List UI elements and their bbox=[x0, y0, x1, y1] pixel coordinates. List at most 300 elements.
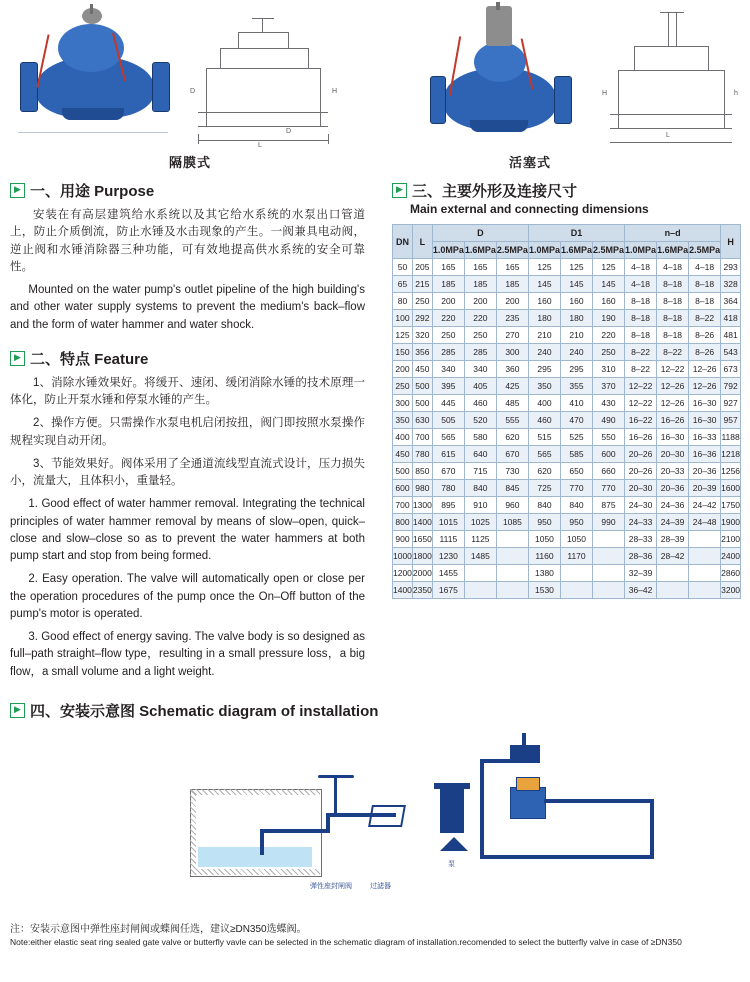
cell-nd-25: 4–18 bbox=[689, 259, 721, 276]
cell-nd-10: 16–22 bbox=[625, 412, 657, 429]
label-pump: 泵 bbox=[448, 861, 455, 868]
cell-d1-16: 410 bbox=[560, 395, 592, 412]
table-row bbox=[393, 497, 741, 514]
cell-nd-10: 8–18 bbox=[625, 293, 657, 310]
dimensions-table-head bbox=[393, 225, 741, 259]
schematic-section bbox=[10, 700, 745, 947]
feature-p2-en: 2. Easy operation. The valve will automatically open or close per the operation procedures of the pump once the On–Off button of the pump's motor is operated. bbox=[10, 573, 365, 620]
feature-p1-cn: 1、消除水锤效果好。将缓开、速闭、缓闭消除水锤的技术原理一体化，防止开泵水锤和停泵水锤的产生。 bbox=[10, 376, 365, 406]
cell-d1-16: 770 bbox=[560, 480, 592, 497]
cell-nd-25: 12–26 bbox=[689, 361, 721, 378]
section-feature-header bbox=[10, 348, 365, 369]
cell-dn: 200 bbox=[393, 361, 413, 378]
cell-d-25: 425 bbox=[496, 378, 528, 395]
cell-nd-25 bbox=[689, 565, 721, 582]
cell-d1-16 bbox=[560, 565, 592, 582]
cell-nd-16: 8–22 bbox=[657, 344, 689, 361]
cell-d1-16: 145 bbox=[560, 276, 592, 293]
cell-d1-16: 950 bbox=[560, 514, 592, 531]
dimensions-table-body bbox=[393, 259, 741, 599]
cell-d-16: 580 bbox=[464, 429, 496, 446]
cell-d-16: 1125 bbox=[464, 531, 496, 548]
cell-nd-10: 8–18 bbox=[625, 327, 657, 344]
cell-nd-16 bbox=[657, 582, 689, 599]
cell-l: 2000 bbox=[412, 565, 432, 582]
cell-h: 364 bbox=[721, 293, 741, 310]
cell-d-16: 1025 bbox=[464, 514, 496, 531]
cell-d1-25: 125 bbox=[593, 259, 625, 276]
table-row bbox=[393, 293, 741, 310]
cell-l: 630 bbox=[412, 412, 432, 429]
cell-d1-25 bbox=[593, 582, 625, 599]
cell-d-16: 285 bbox=[464, 344, 496, 361]
cell-nd-16: 16–26 bbox=[657, 412, 689, 429]
cell-d1-25: 190 bbox=[593, 310, 625, 327]
schematic-note-cn: 注：安装示意图中弹性座封闸阀或蝶阀任选，建议≥DN350选蝶阀。 bbox=[10, 924, 307, 935]
cell-d1-10: 125 bbox=[528, 259, 560, 276]
pump-body bbox=[440, 789, 464, 833]
table-row bbox=[393, 378, 741, 395]
cell-nd-25: 24–42 bbox=[689, 497, 721, 514]
cell-nd-10: 28–33 bbox=[625, 531, 657, 548]
th-d-25: 2.5MPa bbox=[496, 242, 528, 259]
product-images-area bbox=[0, 0, 750, 170]
cell-d1-10: 1050 bbox=[528, 531, 560, 548]
piston-valve-photo bbox=[430, 2, 580, 152]
cell-d-10: 1455 bbox=[432, 565, 464, 582]
pump-base-triangle bbox=[440, 837, 468, 851]
cell-h: 543 bbox=[721, 344, 741, 361]
cell-d1-16: 355 bbox=[560, 378, 592, 395]
th-d1-16: 1.6MPa bbox=[560, 242, 592, 259]
cell-dn: 450 bbox=[393, 446, 413, 463]
cell-d-25 bbox=[496, 582, 528, 599]
cell-nd-10: 20–30 bbox=[625, 480, 657, 497]
cell-dn: 50 bbox=[393, 259, 413, 276]
table-row bbox=[393, 480, 741, 497]
table-row bbox=[393, 565, 741, 582]
cell-l: 500 bbox=[412, 378, 432, 395]
th-d1: D1 bbox=[528, 225, 624, 242]
cell-d1-16: 125 bbox=[560, 259, 592, 276]
table-row bbox=[393, 582, 741, 599]
table-row bbox=[393, 344, 741, 361]
cell-d1-16 bbox=[560, 582, 592, 599]
cell-d1-10: 350 bbox=[528, 378, 560, 395]
cell-d1-10: 1530 bbox=[528, 582, 560, 599]
section-feature-title: 二、特点 Feature bbox=[30, 350, 149, 368]
cell-d1-16: 180 bbox=[560, 310, 592, 327]
feature-p3-en: 3. Good effect of energy saving. The valve body is so designed as full–path straight–flow type，resulting in a small pressure loss，a big flow，a small volume and a light weight. bbox=[10, 631, 365, 678]
purpose-paragraph-en: Mounted on the water pump's outlet pipeline of the high building's and other water supply systems to prevent the medium's back–flow and the form of water hammer and water shock. bbox=[10, 284, 365, 331]
cell-d1-25 bbox=[593, 548, 625, 565]
section-marker-icon: ▶ bbox=[392, 183, 407, 198]
cell-l: 780 bbox=[412, 446, 432, 463]
cell-d1-25: 875 bbox=[593, 497, 625, 514]
cell-d-10: 445 bbox=[432, 395, 464, 412]
cell-d-25: 165 bbox=[496, 259, 528, 276]
cell-nd-16: 20–33 bbox=[657, 463, 689, 480]
section-dimensions-header bbox=[392, 180, 742, 201]
cell-nd-10: 4–18 bbox=[625, 276, 657, 293]
cell-l: 2350 bbox=[412, 582, 432, 599]
cell-d1-10: 515 bbox=[528, 429, 560, 446]
th-d-10: 1.0MPa bbox=[432, 242, 464, 259]
cell-d1-25 bbox=[593, 531, 625, 548]
cell-d-10: 565 bbox=[432, 429, 464, 446]
cell-d1-16: 240 bbox=[560, 344, 592, 361]
cell-dn: 900 bbox=[393, 531, 413, 548]
cell-d-16: 715 bbox=[464, 463, 496, 480]
section-purpose-title: 一、用途 Purpose bbox=[30, 183, 155, 200]
pump-top bbox=[434, 783, 470, 789]
cell-d1-10: 145 bbox=[528, 276, 560, 293]
section-dimensions-title: 三、主要外形及连接尺寸 bbox=[412, 183, 578, 200]
cell-d-16: 460 bbox=[464, 395, 496, 412]
cell-d1-16: 525 bbox=[560, 429, 592, 446]
cell-d1-10: 725 bbox=[528, 480, 560, 497]
cell-h: 673 bbox=[721, 361, 741, 378]
cell-d1-10: 160 bbox=[528, 293, 560, 310]
cell-nd-10: 16–26 bbox=[625, 429, 657, 446]
cell-nd-16: 20–36 bbox=[657, 480, 689, 497]
section-marker-icon: ▶ bbox=[10, 351, 25, 366]
th-nd-10: 1.0MPa bbox=[625, 242, 657, 259]
discharge-elbow bbox=[480, 759, 484, 783]
cell-l: 1300 bbox=[412, 497, 432, 514]
table-sub-header-row bbox=[393, 242, 741, 259]
cell-l: 215 bbox=[412, 276, 432, 293]
cell-nd-16: 24–36 bbox=[657, 497, 689, 514]
cell-dn: 700 bbox=[393, 497, 413, 514]
cell-h: 481 bbox=[721, 327, 741, 344]
cell-nd-25 bbox=[689, 531, 721, 548]
th-d1-25: 2.5MPa bbox=[593, 242, 625, 259]
th-nd: n–d bbox=[625, 225, 721, 242]
cell-d-16 bbox=[464, 565, 496, 582]
cell-d-25 bbox=[496, 531, 528, 548]
feature-p3-cn: 3、节能效果好。阀体采用了全通道流线型直流式设计，压力损失小，流量大，且体积小，重量轻。 bbox=[10, 457, 365, 487]
table-row bbox=[393, 463, 741, 480]
cell-d-25: 670 bbox=[496, 446, 528, 463]
cell-dn: 100 bbox=[393, 310, 413, 327]
cell-l: 500 bbox=[412, 395, 432, 412]
table-row bbox=[393, 446, 741, 463]
cell-d-16: 165 bbox=[464, 259, 496, 276]
cell-nd-10: 20–26 bbox=[625, 446, 657, 463]
cell-d1-25: 550 bbox=[593, 429, 625, 446]
cell-nd-25: 8–18 bbox=[689, 276, 721, 293]
multifunction-valve-actuator bbox=[516, 777, 540, 791]
table-row bbox=[393, 276, 741, 293]
cell-h: 1750 bbox=[721, 497, 741, 514]
cell-d1-10: 295 bbox=[528, 361, 560, 378]
cell-d-10: 1015 bbox=[432, 514, 464, 531]
gate-valve-handwheel bbox=[318, 775, 354, 778]
cell-h: 1218 bbox=[721, 446, 741, 463]
cell-d1-25: 250 bbox=[593, 344, 625, 361]
reservoir-hatch-left bbox=[190, 789, 196, 875]
table-row bbox=[393, 531, 741, 548]
cell-d1-10: 840 bbox=[528, 497, 560, 514]
cell-d-16: 200 bbox=[464, 293, 496, 310]
cell-d-25: 960 bbox=[496, 497, 528, 514]
cell-d-25: 730 bbox=[496, 463, 528, 480]
cell-nd-10: 28–36 bbox=[625, 548, 657, 565]
cell-l: 450 bbox=[412, 361, 432, 378]
cell-d-25: 300 bbox=[496, 344, 528, 361]
cell-h: 328 bbox=[721, 276, 741, 293]
cell-l: 356 bbox=[412, 344, 432, 361]
section-purpose-header bbox=[10, 180, 365, 201]
cell-dn: 600 bbox=[393, 480, 413, 497]
cell-d-16: 1485 bbox=[464, 548, 496, 565]
cell-d-16: 250 bbox=[464, 327, 496, 344]
cell-l: 980 bbox=[412, 480, 432, 497]
cell-d-10: 670 bbox=[432, 463, 464, 480]
cell-d1-16: 650 bbox=[560, 463, 592, 480]
cell-h: 3200 bbox=[721, 582, 741, 599]
cell-d1-10: 950 bbox=[528, 514, 560, 531]
cell-nd-10: 8–18 bbox=[625, 310, 657, 327]
cell-d-10: 1115 bbox=[432, 531, 464, 548]
cell-d-16: 220 bbox=[464, 310, 496, 327]
cell-d-10: 780 bbox=[432, 480, 464, 497]
th-nd-25: 2.5MPa bbox=[689, 242, 721, 259]
cell-d-16: 840 bbox=[464, 480, 496, 497]
cell-nd-16: 16–30 bbox=[657, 429, 689, 446]
cell-h: 1188 bbox=[721, 429, 741, 446]
water-level bbox=[198, 847, 312, 867]
cell-nd-10: 12–22 bbox=[625, 395, 657, 412]
cell-nd-25 bbox=[689, 548, 721, 565]
cell-d1-10: 620 bbox=[528, 463, 560, 480]
cell-d-25: 360 bbox=[496, 361, 528, 378]
cell-d1-25 bbox=[593, 565, 625, 582]
cell-nd-10: 4–18 bbox=[625, 259, 657, 276]
cell-d-25: 555 bbox=[496, 412, 528, 429]
th-dn: DN bbox=[393, 225, 413, 259]
cell-d1-16: 840 bbox=[560, 497, 592, 514]
cell-nd-10: 24–33 bbox=[625, 514, 657, 531]
purpose-paragraph-cn: 安装在有高层建筑给水系统以及其它给水系统的水泵出口管道上，防止介质倒流，防止水锤及水击现象的产生。一阀兼具电动阀，逆止阀和水锤消除器三种功能，可有效地提高供水系统的安全可靠性。 bbox=[10, 209, 365, 273]
suction-pipe-horizontal bbox=[260, 829, 330, 833]
cell-d-16: 910 bbox=[464, 497, 496, 514]
cell-d1-25: 310 bbox=[593, 361, 625, 378]
cell-d1-16: 295 bbox=[560, 361, 592, 378]
cell-l: 1800 bbox=[412, 548, 432, 565]
cell-nd-25: 12–26 bbox=[689, 378, 721, 395]
cell-h: 1900 bbox=[721, 514, 741, 531]
cell-d-10: 1675 bbox=[432, 582, 464, 599]
outlet-downpipe bbox=[650, 799, 654, 859]
cell-d-16: 340 bbox=[464, 361, 496, 378]
cell-nd-16: 24–39 bbox=[657, 514, 689, 531]
cell-d-10: 895 bbox=[432, 497, 464, 514]
cell-nd-25: 8–26 bbox=[689, 344, 721, 361]
th-nd-16: 1.6MPa bbox=[657, 242, 689, 259]
cell-d1-25: 600 bbox=[593, 446, 625, 463]
outlet-pipe bbox=[544, 799, 654, 803]
cell-d-10: 1230 bbox=[432, 548, 464, 565]
cell-d1-10: 240 bbox=[528, 344, 560, 361]
cell-nd-16: 8–18 bbox=[657, 293, 689, 310]
cell-d1-25: 660 bbox=[593, 463, 625, 480]
cell-d1-10: 180 bbox=[528, 310, 560, 327]
dimensions-table bbox=[392, 224, 741, 599]
cell-nd-16: 4–18 bbox=[657, 259, 689, 276]
section-schematic-header bbox=[10, 700, 745, 721]
feature-p2-cn: 2、操作方便。只需操作水泵电机启闭按扭，阀门即按照水泵操作规程实现自动开闭。 bbox=[10, 417, 365, 447]
cell-nd-16: 28–42 bbox=[657, 548, 689, 565]
cell-d1-25: 990 bbox=[593, 514, 625, 531]
cell-d1-16: 585 bbox=[560, 446, 592, 463]
cell-d-25: 185 bbox=[496, 276, 528, 293]
table-row bbox=[393, 259, 741, 276]
cell-d-25: 1085 bbox=[496, 514, 528, 531]
table-row bbox=[393, 429, 741, 446]
cell-nd-10: 36–42 bbox=[625, 582, 657, 599]
section-dimensions-subtitle: Main external and connecting dimensions bbox=[410, 202, 649, 216]
cell-d-16 bbox=[464, 582, 496, 599]
section-schematic-title: 四、安装示意图 Schematic diagram of installation bbox=[30, 703, 379, 720]
table-row bbox=[393, 412, 741, 429]
cell-dn: 80 bbox=[393, 293, 413, 310]
th-d: D bbox=[432, 225, 528, 242]
discharge-riser bbox=[480, 781, 484, 841]
cell-nd-10: 24–30 bbox=[625, 497, 657, 514]
multifunction-valve-body bbox=[510, 787, 546, 819]
cell-l: 1650 bbox=[412, 531, 432, 548]
cell-h: 293 bbox=[721, 259, 741, 276]
cell-nd-16 bbox=[657, 565, 689, 582]
cell-h: 418 bbox=[721, 310, 741, 327]
cell-d1-10: 460 bbox=[528, 412, 560, 429]
table-row bbox=[393, 327, 741, 344]
cell-d1-25: 490 bbox=[593, 412, 625, 429]
cell-d-10: 340 bbox=[432, 361, 464, 378]
right-column bbox=[392, 180, 742, 599]
cell-d1-25: 145 bbox=[593, 276, 625, 293]
label-strainer: 过滤器 bbox=[370, 883, 391, 890]
cell-d-25: 845 bbox=[496, 480, 528, 497]
cell-nd-25: 20–39 bbox=[689, 480, 721, 497]
cell-nd-25: 8–26 bbox=[689, 327, 721, 344]
diaphragm-valve-drawing: L D H D bbox=[190, 8, 340, 148]
cell-nd-25: 24–48 bbox=[689, 514, 721, 531]
cell-d-10: 505 bbox=[432, 412, 464, 429]
cell-h: 2100 bbox=[721, 531, 741, 548]
table-row bbox=[393, 395, 741, 412]
cell-dn: 350 bbox=[393, 412, 413, 429]
feature-p1-en: 1. Good effect of water hammer removal. Integrating the technical principles of water hammer removal by means of slow–open, quick–close and slow–close so as to prevent the water hammers at both pump start and stop from being formed. bbox=[10, 498, 365, 562]
table-group-header-row bbox=[393, 225, 741, 242]
control-valve-top bbox=[510, 745, 540, 761]
cell-h: 927 bbox=[721, 395, 741, 412]
cell-h: 2400 bbox=[721, 548, 741, 565]
cell-nd-25: 20–36 bbox=[689, 463, 721, 480]
cell-nd-25 bbox=[689, 582, 721, 599]
th-h: H bbox=[721, 225, 741, 259]
cell-nd-16: 8–18 bbox=[657, 276, 689, 293]
cell-d-25: 235 bbox=[496, 310, 528, 327]
cell-nd-25: 8–18 bbox=[689, 293, 721, 310]
th-l: L bbox=[412, 225, 432, 259]
cell-d1-10: 210 bbox=[528, 327, 560, 344]
cell-d-25 bbox=[496, 565, 528, 582]
cell-nd-16: 20–30 bbox=[657, 446, 689, 463]
cell-nd-10: 12–22 bbox=[625, 378, 657, 395]
cell-d-10: 395 bbox=[432, 378, 464, 395]
cell-nd-16: 8–18 bbox=[657, 327, 689, 344]
cell-dn: 65 bbox=[393, 276, 413, 293]
cell-d-10: 165 bbox=[432, 259, 464, 276]
cell-nd-16: 28–39 bbox=[657, 531, 689, 548]
cell-d1-10: 1160 bbox=[528, 548, 560, 565]
cell-d-10: 285 bbox=[432, 344, 464, 361]
control-valve-stem bbox=[522, 733, 526, 745]
cell-dn: 150 bbox=[393, 344, 413, 361]
cell-d-16: 185 bbox=[464, 276, 496, 293]
cell-nd-25: 16–33 bbox=[689, 429, 721, 446]
return-riser bbox=[480, 841, 484, 857]
th-d-16: 1.6MPa bbox=[464, 242, 496, 259]
reservoir-hatch-bottom bbox=[190, 869, 320, 875]
cell-l: 1400 bbox=[412, 514, 432, 531]
cell-nd-10: 8–22 bbox=[625, 361, 657, 378]
section-marker-icon: ▶ bbox=[10, 703, 25, 718]
cell-h: 1256 bbox=[721, 463, 741, 480]
cell-l: 250 bbox=[412, 293, 432, 310]
cell-nd-10: 20–26 bbox=[625, 463, 657, 480]
gate-valve-stem bbox=[334, 777, 337, 813]
cell-nd-25: 16–30 bbox=[689, 412, 721, 429]
cell-d1-16: 1050 bbox=[560, 531, 592, 548]
cell-d1-10: 565 bbox=[528, 446, 560, 463]
cell-l: 700 bbox=[412, 429, 432, 446]
cell-nd-16: 12–22 bbox=[657, 361, 689, 378]
cell-h: 957 bbox=[721, 412, 741, 429]
cell-d1-10: 400 bbox=[528, 395, 560, 412]
cell-nd-16: 12–26 bbox=[657, 378, 689, 395]
cell-d-10: 220 bbox=[432, 310, 464, 327]
cell-d1-16: 470 bbox=[560, 412, 592, 429]
return-line bbox=[480, 855, 654, 859]
schematic-note-en: Note:either elastic seat ring sealed gate valve or butterfly vavle can be selected in the schematic diagram of installation.recomended to select the butterfly valve in case of ≥DN350 bbox=[10, 937, 682, 947]
table-row bbox=[393, 548, 741, 565]
strainer-body bbox=[368, 805, 406, 827]
cell-l: 850 bbox=[412, 463, 432, 480]
cell-h: 2860 bbox=[721, 565, 741, 582]
diaphragm-valve-photo bbox=[18, 4, 178, 144]
cell-nd-16: 12–26 bbox=[657, 395, 689, 412]
cell-nd-10: 8–22 bbox=[625, 344, 657, 361]
cell-l: 205 bbox=[412, 259, 432, 276]
cell-nd-25: 8–22 bbox=[689, 310, 721, 327]
cell-d-25: 200 bbox=[496, 293, 528, 310]
cell-d1-16: 1170 bbox=[560, 548, 592, 565]
piston-valve-drawing: L H h bbox=[600, 6, 740, 148]
reservoir-hatch-top bbox=[190, 789, 320, 795]
cell-d-10: 250 bbox=[432, 327, 464, 344]
cell-dn: 300 bbox=[393, 395, 413, 412]
cell-d1-25: 370 bbox=[593, 378, 625, 395]
cell-d-10: 615 bbox=[432, 446, 464, 463]
cell-nd-25: 16–36 bbox=[689, 446, 721, 463]
cell-dn: 250 bbox=[393, 378, 413, 395]
cell-dn: 400 bbox=[393, 429, 413, 446]
cell-dn: 1200 bbox=[393, 565, 413, 582]
